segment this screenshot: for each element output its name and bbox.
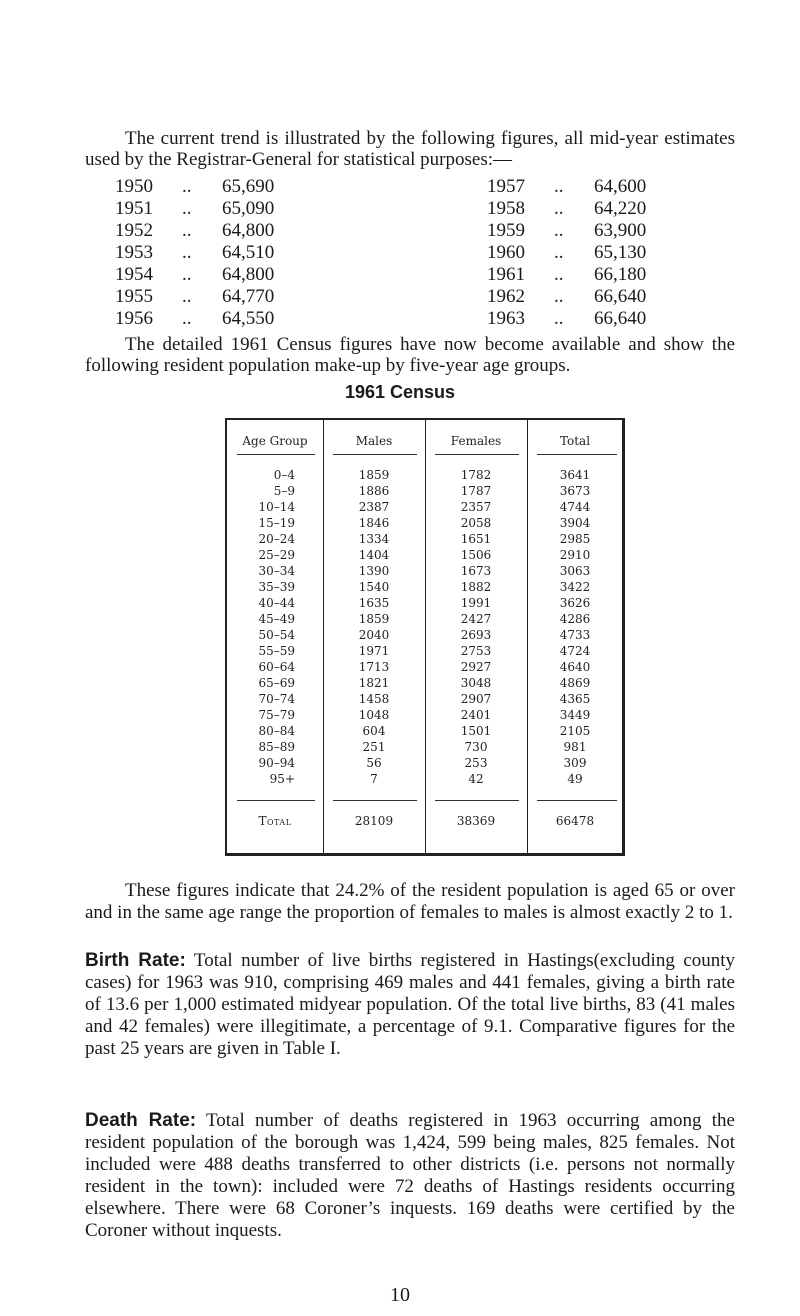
males-cell: 604 [362,724,386,738]
header-age-group: Age Group [242,434,308,448]
header-rule [537,454,617,455]
total-cell: 3422 [559,580,591,594]
age-group-cell: 30–34 [258,564,295,578]
males-cell: 1713 [358,660,390,674]
males-cell: 251 [362,740,386,754]
females-cell: 730 [464,740,488,754]
estimate-value: 64,600 [594,176,647,197]
total-cell: 981 [563,740,587,754]
table-row [227,564,622,580]
age-group-cell: 15–19 [258,516,295,530]
age-group-cell: 20–24 [258,532,295,546]
age-group-cell: 95+ [269,772,295,786]
table-row [227,708,622,724]
estimate-value: 66,640 [594,308,647,329]
total-males: 28109 [354,814,394,828]
table-row [227,756,622,772]
females-cell: 2357 [460,500,492,514]
table-row [227,532,622,548]
estimate-value: 64,770 [222,286,275,307]
leader-dots: .. [554,264,564,285]
leader-dots: .. [554,308,564,329]
females-cell: 253 [464,756,488,770]
leader-dots: .. [554,176,564,197]
estimate-year: 1961 [487,264,525,285]
total-cell: 2105 [559,724,591,738]
header-rule [333,454,417,455]
leader-dots: .. [182,286,192,307]
header-males: Males [355,434,393,448]
table-row [227,548,622,564]
females-cell: 2693 [460,628,492,642]
males-cell: 1404 [358,548,390,562]
total-rule [435,800,519,801]
leader-dots: .. [182,198,192,219]
age-group-cell: 35–39 [258,580,295,594]
intro-paragraph: The current trend is illustrated by the following figures, all mid-year estimates used by the Registrar-General for statistical purposes:— [85,128,735,170]
males-cell: 2387 [358,500,390,514]
estimate-year: 1955 [115,286,153,307]
females-cell: 2058 [460,516,492,530]
estimate-year: 1954 [115,264,153,285]
table-row [227,580,622,596]
females-cell: 42 [468,772,484,786]
total-cell: 2910 [559,548,591,562]
females-cell: 2907 [460,692,492,706]
leader-dots: .. [554,286,564,307]
females-cell: 3048 [460,676,492,690]
table-row [227,628,622,644]
death-rate-text: Total number of deaths registered in 1963 occurring among the resident population of the borough was 1,424, 599 being males, 825 females. Not included were 488 deaths transferred to other districts (i.e. persons not normally resident in the town): included were 72 deaths of Hastings residents occurring elsewhere. There were 68 Coroner’s inquests. 169 deaths were certified by the Coroner without inquests. [85,1110,735,1241]
death-rate-heading: Death Rate: [85,1110,197,1131]
females-cell: 1787 [460,484,492,498]
males-cell: 1821 [358,676,390,690]
total-cell: 4869 [559,676,591,690]
estimate-value: 64,550 [222,308,275,329]
estimate-year: 1951 [115,198,153,219]
estimate-year: 1950 [115,176,153,197]
total-rule [237,800,315,801]
males-cell: 1886 [358,484,390,498]
estimate-value: 64,510 [222,242,275,263]
total-row [227,814,622,834]
census-table [225,418,625,856]
age-group-cell: 40–44 [258,596,295,610]
estimate-value: 63,900 [594,220,647,241]
age-group-cell: 45–49 [258,612,295,626]
table-row [227,676,622,692]
females-cell: 2401 [460,708,492,722]
birth-rate-heading: Birth Rate: [85,950,186,971]
total-cell: 3626 [559,596,591,610]
total-cell: 4744 [559,500,591,514]
total-cell: 3063 [559,564,591,578]
census-intro-paragraph: The detailed 1961 Census figures have now become available and show the following resident population make-up by five-year age groups. [85,334,735,376]
total-cell: 3904 [559,516,591,530]
estimate-value: 65,690 [222,176,275,197]
table-row [227,660,622,676]
females-cell: 1651 [460,532,492,546]
leader-dots: .. [554,220,564,241]
estimate-year: 1960 [487,242,525,263]
females-cell: 1501 [460,724,492,738]
leader-dots: .. [182,242,192,263]
header-rule [435,454,519,455]
females-cell: 1506 [460,548,492,562]
males-cell: 2040 [358,628,390,642]
age-group-cell: 85–89 [258,740,295,754]
estimate-value: 65,130 [594,242,647,263]
estimate-value: 66,180 [594,264,647,285]
total-rule [333,800,417,801]
leader-dots: .. [554,198,564,219]
leader-dots: .. [182,264,192,285]
header-total: Total [559,434,591,448]
males-cell: 1048 [358,708,390,722]
males-cell: 7 [370,772,378,786]
age-group-cell: 0–4 [273,468,295,482]
total-total: 66478 [555,814,595,828]
estimate-year: 1958 [487,198,525,219]
age-group-cell: 60–64 [258,660,295,674]
estimate-year: 1953 [115,242,153,263]
total-females: 38369 [456,814,496,828]
total-cell: 309 [563,756,587,770]
table-row [227,596,622,612]
birth-rate-text: Total number of live births registered in Hastings(excluding county cases) for 1963 was 910, comprising 469 males and 441 females, giving a birth rate of 13.6 per 1,000 estimated midyear population. Of the total live births, 83 (41 males and 42 females) were illegitimate, a percentage of 9.1. Comparative figures for the past 25 years are given in Table I. [85,950,735,1059]
table-row [227,612,622,628]
estimate-value: 66,640 [594,286,647,307]
table-row [227,740,622,756]
age-group-cell: 10–14 [258,500,295,514]
estimate-year: 1962 [487,286,525,307]
total-cell: 4640 [559,660,591,674]
total-cell: 4286 [559,612,591,626]
total-cell: 3449 [559,708,591,722]
table-row [227,500,622,516]
males-cell: 1859 [358,612,390,626]
age-group-cell: 5–9 [273,484,295,498]
estimate-value: 64,800 [222,264,275,285]
age-group-cell: 65–69 [258,676,295,690]
table-row [227,516,622,532]
estimate-value: 64,220 [594,198,647,219]
leader-dots: .. [554,242,564,263]
females-cell: 1782 [460,468,492,482]
estimate-year: 1963 [487,308,525,329]
females-cell: 2927 [460,660,492,674]
males-cell: 1458 [358,692,390,706]
table-row [227,484,622,500]
table-row [227,724,622,740]
total-cell: 3673 [559,484,591,498]
table-row [227,644,622,660]
males-cell: 1390 [358,564,390,578]
leader-dots: .. [182,176,192,197]
leader-dots: .. [182,308,192,329]
figures-note-paragraph: These figures indicate that 24.2% of the resident population is aged 65 or over and in the same age range the proportion of females to males is almost exactly 2 to 1. [85,880,735,923]
males-cell: 1334 [358,532,390,546]
estimate-value: 64,800 [222,220,275,241]
census-title: 1961 Census [344,382,456,402]
total-rule [537,800,617,801]
males-cell: 1971 [358,644,390,658]
leader-dots: .. [182,220,192,241]
estimate-year: 1956 [115,308,153,329]
table-body [227,468,622,788]
header-females: Females [450,434,502,448]
males-cell: 1846 [358,516,390,530]
total-cell: 3641 [559,468,591,482]
death-rate-paragraph [85,1110,735,1242]
age-group-cell: 75–79 [258,708,295,722]
estimate-year: 1952 [115,220,153,241]
birth-rate-paragraph [85,950,735,1060]
estimate-year: 1959 [487,220,525,241]
females-cell: 2753 [460,644,492,658]
estimate-value: 65,090 [222,198,275,219]
page-number: 10 [390,1284,410,1306]
females-cell: 1882 [460,580,492,594]
table-row [227,468,622,484]
age-group-cell: 70–74 [258,692,295,706]
total-cell: 4733 [559,628,591,642]
table-row [227,692,622,708]
age-group-cell: 25–29 [258,548,295,562]
total-label: Total [258,814,292,828]
total-cell: 4365 [559,692,591,706]
age-group-cell: 50–54 [258,628,295,642]
total-cell: 49 [567,772,583,786]
age-group-cell: 90–94 [258,756,295,770]
header-rule [237,454,315,455]
males-cell: 1859 [358,468,390,482]
total-cell: 2985 [559,532,591,546]
age-group-cell: 80–84 [258,724,295,738]
females-cell: 1673 [460,564,492,578]
estimate-year: 1957 [487,176,525,197]
males-cell: 1540 [358,580,390,594]
males-cell: 56 [366,756,382,770]
females-cell: 2427 [460,612,492,626]
total-cell: 4724 [559,644,591,658]
age-group-cell: 55–59 [258,644,295,658]
table-row [227,772,622,788]
males-cell: 1635 [358,596,390,610]
females-cell: 1991 [460,596,492,610]
